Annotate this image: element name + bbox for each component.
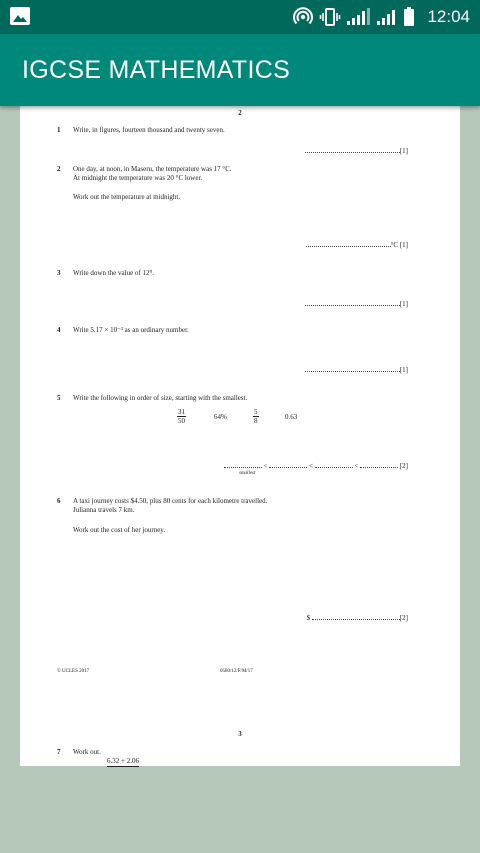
battery-icon (403, 7, 415, 27)
marks: °C [1] (390, 241, 408, 249)
page-number: 2 (238, 109, 242, 117)
fraction-31-50: $\frac{31}{50}$ (178, 408, 185, 425)
answer-line (305, 299, 408, 308)
question-text: A taxi journey costs $4.50, plus 80 cents for each kilometre travelled. (73, 497, 268, 505)
expression-numerator: 6.32 + 2.06 (107, 757, 139, 765)
status-time: 12:04 (427, 7, 470, 26)
marks: [1] (399, 300, 408, 308)
question-text: Work out. (73, 748, 101, 756)
status-icons (293, 0, 470, 34)
marks: [1] (399, 147, 408, 155)
question-text: Write down the value of 12⁰. (73, 269, 155, 277)
copyright-footer: © UCLES 2017 (57, 669, 90, 674)
signal-icon-2 (377, 8, 397, 26)
question-text: Work out the cost of her journey. (73, 526, 166, 534)
question-number: 4 (57, 326, 61, 334)
question-text: Julianna travels 7 km. (73, 506, 135, 514)
question-number: 3 (57, 269, 61, 277)
question-number: 2 (57, 165, 61, 173)
decimal-value: 0.63 (285, 413, 298, 421)
answer-line (305, 365, 408, 374)
marks: [2] (399, 614, 408, 622)
page-number: 3 (238, 730, 242, 738)
answer-line: $ [2] (306, 614, 408, 622)
question-number: 1 (57, 126, 61, 134)
question-text: At midnight the temperature was 20 °C lower. (73, 174, 203, 182)
image-icon (10, 7, 30, 25)
question-number: 7 (57, 748, 61, 756)
hotspot-icon (293, 7, 313, 27)
smallest-label: smallest (239, 471, 256, 476)
app-title: IGCSE MATHEMATICS (22, 56, 291, 84)
question-text: Work out the temperature at midnight. (73, 193, 181, 201)
question-number: 6 (57, 497, 61, 505)
signal-icon (347, 8, 371, 26)
paper-code-footer: 0580/12/F/M/17 (220, 669, 253, 674)
document-page[interactable] (20, 106, 460, 766)
marks: [2] (399, 462, 408, 470)
question-text: One day, at noon, in Maseru, the temperature was 17 °C. (73, 165, 232, 173)
answer-line (306, 240, 408, 249)
question-text: Write 5.17 × 10⁻³ as an ordinary number. (73, 326, 189, 334)
order-answer-line: < < < [2] (224, 461, 408, 470)
question-number: 5 (57, 394, 61, 402)
percentage-value: 64% (214, 413, 227, 421)
fraction-5-8: $\frac{5}{8}$ (254, 408, 258, 425)
question-text: Write, in figures, fourteen thousand and twenty seven. (73, 126, 225, 134)
question-text: Write the following in order of size, starting with the smallest. (73, 394, 248, 402)
app-bar (0, 34, 480, 106)
answer-line (305, 146, 408, 155)
marks: [1] (399, 366, 408, 374)
status-bar (0, 0, 480, 34)
vibrate-icon (319, 7, 341, 27)
